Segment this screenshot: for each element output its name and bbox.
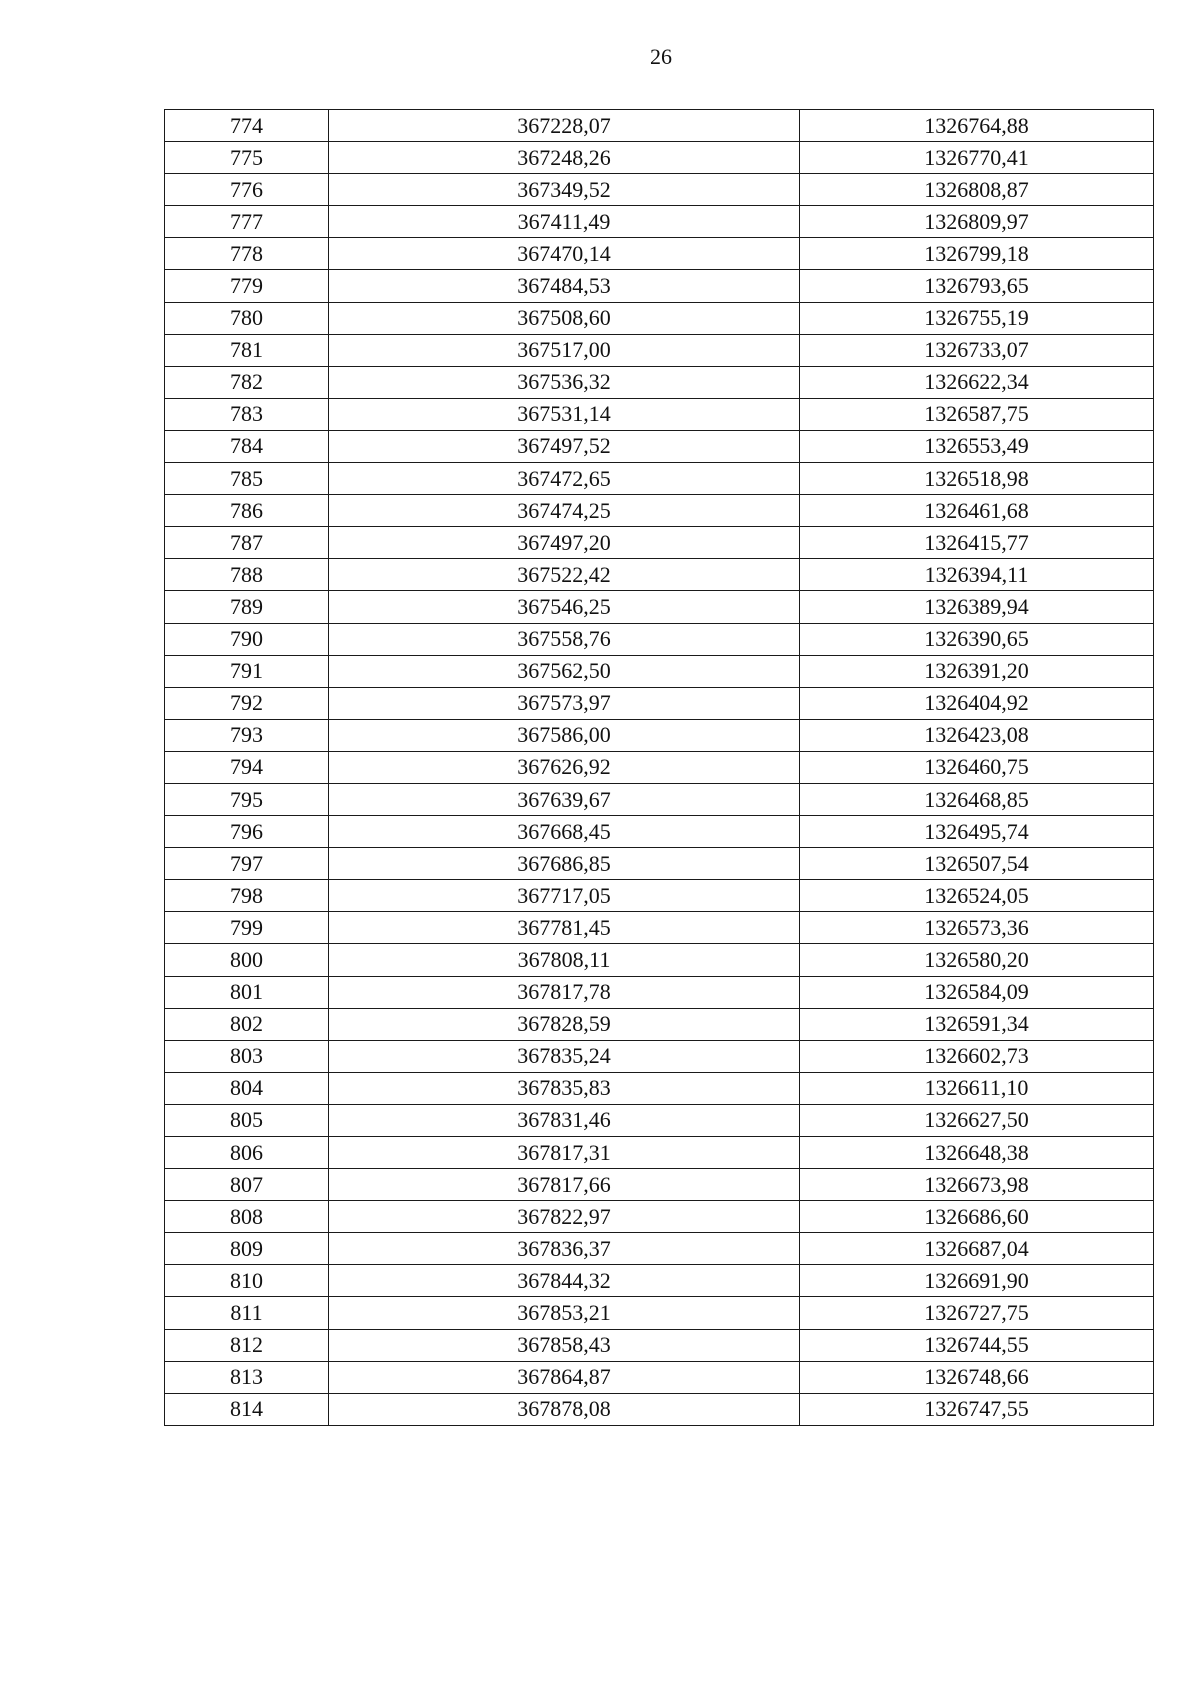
y-coordinate-cell: 1326587,75 xyxy=(800,398,1154,430)
x-coordinate-cell: 367853,21 xyxy=(329,1297,800,1329)
x-coordinate-cell: 367484,53 xyxy=(329,270,800,302)
y-coordinate-cell: 1326686,60 xyxy=(800,1201,1154,1233)
table-row xyxy=(165,976,1154,1008)
point-number-cell: 788 xyxy=(165,559,329,591)
table-row xyxy=(165,1137,1154,1169)
y-coordinate-cell: 1326394,11 xyxy=(800,559,1154,591)
table-row xyxy=(165,1265,1154,1297)
x-coordinate-cell: 367831,46 xyxy=(329,1104,800,1136)
table-row xyxy=(165,110,1154,142)
x-coordinate-cell: 367517,00 xyxy=(329,334,800,366)
x-coordinate-cell: 367717,05 xyxy=(329,880,800,912)
point-number-cell: 791 xyxy=(165,655,329,687)
table-row xyxy=(165,559,1154,591)
x-coordinate-cell: 367864,87 xyxy=(329,1361,800,1393)
x-coordinate-cell: 367470,14 xyxy=(329,238,800,270)
x-coordinate-cell: 367497,20 xyxy=(329,527,800,559)
table-row xyxy=(165,1104,1154,1136)
point-number-cell: 774 xyxy=(165,110,329,142)
x-coordinate-cell: 367822,97 xyxy=(329,1201,800,1233)
point-number-cell: 809 xyxy=(165,1233,329,1265)
table-row xyxy=(165,495,1154,527)
point-number-cell: 811 xyxy=(165,1297,329,1329)
x-coordinate-cell: 367836,37 xyxy=(329,1233,800,1265)
point-number-cell: 782 xyxy=(165,366,329,398)
table-row xyxy=(165,206,1154,238)
point-number-cell: 805 xyxy=(165,1104,329,1136)
x-coordinate-cell: 367546,25 xyxy=(329,591,800,623)
table-row xyxy=(165,655,1154,687)
x-coordinate-cell: 367472,65 xyxy=(329,463,800,495)
x-coordinate-cell: 367248,26 xyxy=(329,142,800,174)
point-number-cell: 786 xyxy=(165,495,329,527)
table-row xyxy=(165,334,1154,366)
point-number-cell: 779 xyxy=(165,270,329,302)
y-coordinate-cell: 1326423,08 xyxy=(800,719,1154,751)
table-row xyxy=(165,1329,1154,1361)
y-coordinate-cell: 1326809,97 xyxy=(800,206,1154,238)
x-coordinate-cell: 367536,32 xyxy=(329,366,800,398)
table-row xyxy=(165,816,1154,848)
table-row xyxy=(165,623,1154,655)
x-coordinate-cell: 367817,78 xyxy=(329,976,800,1008)
y-coordinate-cell: 1326573,36 xyxy=(800,912,1154,944)
x-coordinate-cell: 367626,92 xyxy=(329,751,800,783)
table-row xyxy=(165,1233,1154,1265)
point-number-cell: 806 xyxy=(165,1137,329,1169)
y-coordinate-cell: 1326687,04 xyxy=(800,1233,1154,1265)
point-number-cell: 798 xyxy=(165,880,329,912)
point-number-cell: 810 xyxy=(165,1265,329,1297)
point-number-cell: 796 xyxy=(165,816,329,848)
point-number-cell: 790 xyxy=(165,623,329,655)
point-number-cell: 780 xyxy=(165,302,329,334)
x-coordinate-cell: 367808,11 xyxy=(329,944,800,976)
x-coordinate-cell: 367817,66 xyxy=(329,1169,800,1201)
y-coordinate-cell: 1326415,77 xyxy=(800,527,1154,559)
y-coordinate-cell: 1326627,50 xyxy=(800,1104,1154,1136)
x-coordinate-cell: 367508,60 xyxy=(329,302,800,334)
table-row xyxy=(165,527,1154,559)
x-coordinate-cell: 367858,43 xyxy=(329,1329,800,1361)
table-row xyxy=(165,591,1154,623)
x-coordinate-cell: 367639,67 xyxy=(329,783,800,815)
point-number-cell: 777 xyxy=(165,206,329,238)
point-number-cell: 792 xyxy=(165,687,329,719)
x-coordinate-cell: 367349,52 xyxy=(329,174,800,206)
y-coordinate-cell: 1326764,88 xyxy=(800,110,1154,142)
point-number-cell: 785 xyxy=(165,463,329,495)
point-number-cell: 814 xyxy=(165,1393,329,1425)
y-coordinate-cell: 1326622,34 xyxy=(800,366,1154,398)
point-number-cell: 812 xyxy=(165,1329,329,1361)
table-row xyxy=(165,1297,1154,1329)
point-number-cell: 797 xyxy=(165,848,329,880)
table-row xyxy=(165,366,1154,398)
point-number-cell: 800 xyxy=(165,944,329,976)
table-row xyxy=(165,142,1154,174)
x-coordinate-cell: 367686,85 xyxy=(329,848,800,880)
y-coordinate-cell: 1326793,65 xyxy=(800,270,1154,302)
point-number-cell: 808 xyxy=(165,1201,329,1233)
table-row xyxy=(165,751,1154,783)
x-coordinate-cell: 367844,32 xyxy=(329,1265,800,1297)
y-coordinate-cell: 1326747,55 xyxy=(800,1393,1154,1425)
coordinates-table xyxy=(164,109,1154,1426)
x-coordinate-cell: 367835,83 xyxy=(329,1072,800,1104)
coordinates-table-body xyxy=(165,110,1154,1426)
table-row xyxy=(165,1169,1154,1201)
table-row xyxy=(165,912,1154,944)
y-coordinate-cell: 1326733,07 xyxy=(800,334,1154,366)
point-number-cell: 807 xyxy=(165,1169,329,1201)
x-coordinate-cell: 367573,97 xyxy=(329,687,800,719)
x-coordinate-cell: 367828,59 xyxy=(329,1008,800,1040)
y-coordinate-cell: 1326602,73 xyxy=(800,1040,1154,1072)
y-coordinate-cell: 1326389,94 xyxy=(800,591,1154,623)
y-coordinate-cell: 1326518,98 xyxy=(800,463,1154,495)
point-number-cell: 794 xyxy=(165,751,329,783)
x-coordinate-cell: 367668,45 xyxy=(329,816,800,848)
point-number-cell: 799 xyxy=(165,912,329,944)
point-number-cell: 775 xyxy=(165,142,329,174)
table-row xyxy=(165,430,1154,462)
table-row xyxy=(165,398,1154,430)
x-coordinate-cell: 367497,52 xyxy=(329,430,800,462)
y-coordinate-cell: 1326770,41 xyxy=(800,142,1154,174)
table-row xyxy=(165,1040,1154,1072)
table-row xyxy=(165,270,1154,302)
y-coordinate-cell: 1326468,85 xyxy=(800,783,1154,815)
y-coordinate-cell: 1326648,38 xyxy=(800,1137,1154,1169)
x-coordinate-cell: 367586,00 xyxy=(329,719,800,751)
table-row xyxy=(165,1201,1154,1233)
table-row xyxy=(165,848,1154,880)
x-coordinate-cell: 367531,14 xyxy=(329,398,800,430)
x-coordinate-cell: 367558,76 xyxy=(329,623,800,655)
table-row xyxy=(165,687,1154,719)
point-number-cell: 789 xyxy=(165,591,329,623)
x-coordinate-cell: 367878,08 xyxy=(329,1393,800,1425)
table-row xyxy=(165,783,1154,815)
point-number-cell: 803 xyxy=(165,1040,329,1072)
y-coordinate-cell: 1326524,05 xyxy=(800,880,1154,912)
point-number-cell: 801 xyxy=(165,976,329,1008)
y-coordinate-cell: 1326727,75 xyxy=(800,1297,1154,1329)
y-coordinate-cell: 1326799,18 xyxy=(800,238,1154,270)
x-coordinate-cell: 367562,50 xyxy=(329,655,800,687)
y-coordinate-cell: 1326390,65 xyxy=(800,623,1154,655)
y-coordinate-cell: 1326553,49 xyxy=(800,430,1154,462)
y-coordinate-cell: 1326507,54 xyxy=(800,848,1154,880)
y-coordinate-cell: 1326673,98 xyxy=(800,1169,1154,1201)
y-coordinate-cell: 1326460,75 xyxy=(800,751,1154,783)
y-coordinate-cell: 1326744,55 xyxy=(800,1329,1154,1361)
table-row xyxy=(165,1361,1154,1393)
y-coordinate-cell: 1326808,87 xyxy=(800,174,1154,206)
y-coordinate-cell: 1326591,34 xyxy=(800,1008,1154,1040)
x-coordinate-cell: 367817,31 xyxy=(329,1137,800,1169)
y-coordinate-cell: 1326755,19 xyxy=(800,302,1154,334)
point-number-cell: 813 xyxy=(165,1361,329,1393)
table-row xyxy=(165,880,1154,912)
x-coordinate-cell: 367835,24 xyxy=(329,1040,800,1072)
point-number-cell: 781 xyxy=(165,334,329,366)
y-coordinate-cell: 1326404,92 xyxy=(800,687,1154,719)
y-coordinate-cell: 1326584,09 xyxy=(800,976,1154,1008)
table-row xyxy=(165,1008,1154,1040)
point-number-cell: 778 xyxy=(165,238,329,270)
point-number-cell: 776 xyxy=(165,174,329,206)
y-coordinate-cell: 1326580,20 xyxy=(800,944,1154,976)
y-coordinate-cell: 1326691,90 xyxy=(800,1265,1154,1297)
point-number-cell: 795 xyxy=(165,783,329,815)
x-coordinate-cell: 367474,25 xyxy=(329,495,800,527)
table-row xyxy=(165,238,1154,270)
point-number-cell: 783 xyxy=(165,398,329,430)
y-coordinate-cell: 1326748,66 xyxy=(800,1361,1154,1393)
table-row xyxy=(165,944,1154,976)
table-row xyxy=(165,1393,1154,1425)
x-coordinate-cell: 367781,45 xyxy=(329,912,800,944)
table-row xyxy=(165,1072,1154,1104)
point-number-cell: 784 xyxy=(165,430,329,462)
page-number: 26 xyxy=(650,44,672,69)
table-row xyxy=(165,719,1154,751)
y-coordinate-cell: 1326495,74 xyxy=(800,816,1154,848)
table-row xyxy=(165,174,1154,206)
x-coordinate-cell: 367228,07 xyxy=(329,110,800,142)
point-number-cell: 787 xyxy=(165,527,329,559)
x-coordinate-cell: 367522,42 xyxy=(329,559,800,591)
point-number-cell: 804 xyxy=(165,1072,329,1104)
y-coordinate-cell: 1326461,68 xyxy=(800,495,1154,527)
table-row xyxy=(165,302,1154,334)
point-number-cell: 802 xyxy=(165,1008,329,1040)
y-coordinate-cell: 1326611,10 xyxy=(800,1072,1154,1104)
y-coordinate-cell: 1326391,20 xyxy=(800,655,1154,687)
point-number-cell: 793 xyxy=(165,719,329,751)
x-coordinate-cell: 367411,49 xyxy=(329,206,800,238)
table-row xyxy=(165,463,1154,495)
